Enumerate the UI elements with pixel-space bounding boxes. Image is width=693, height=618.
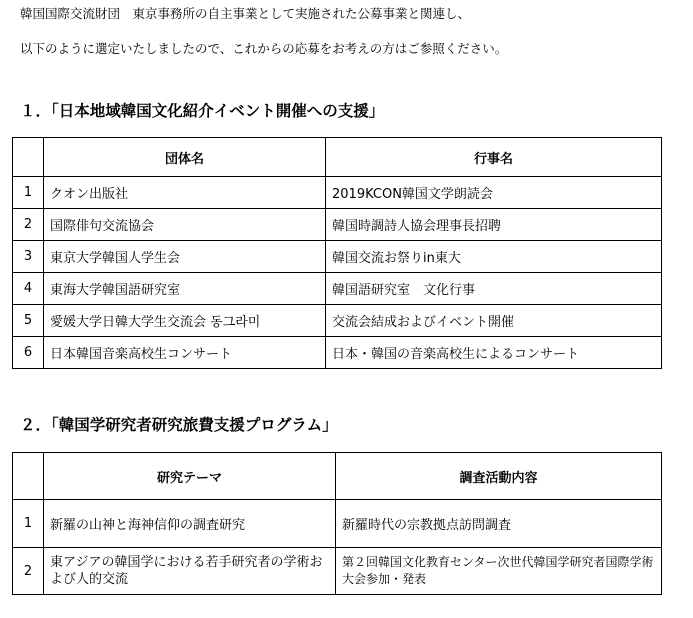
table-row xyxy=(13,209,662,241)
table-row xyxy=(13,500,662,548)
research-theme: 新羅の山神と海神信仰の調査研究 xyxy=(44,500,336,548)
header-no xyxy=(13,453,44,500)
intro-line-1: 韓国国際交流財団 東京事務所の自主事業として実施された公募事業と関連し、 xyxy=(20,6,471,21)
table-header-row xyxy=(13,453,662,500)
support-table-1 xyxy=(12,137,662,369)
table-row xyxy=(13,177,662,209)
event-name: 2019KCON韓国文学朗読会 xyxy=(326,177,662,209)
research-theme: 東アジアの韓国学における若手研究者の学術および人的交流 xyxy=(44,548,336,595)
row-number: 6 xyxy=(13,337,44,369)
research-activity: 新羅時代の宗教拠点訪問調査 xyxy=(336,500,662,548)
research-activity: 第２回韓国文化教育センター次世代韓国学研究者国際学術大会参加・発表 xyxy=(336,548,662,595)
header-theme: 研究テーマ xyxy=(44,453,336,500)
event-name: 韓国時調詩人協会理事長招聘 xyxy=(326,209,662,241)
row-number: 2 xyxy=(13,548,44,595)
table-row xyxy=(13,305,662,337)
row-number: 2 xyxy=(13,209,44,241)
table-header-row xyxy=(13,138,662,177)
section1-heading: １．「日本地域韓国文化紹介イベント開催への支援」 xyxy=(20,102,385,120)
row-number: 4 xyxy=(13,273,44,305)
row-number: 3 xyxy=(13,241,44,273)
section2-heading: ２．「韓国学研究者研究旅費支援プログラム」 xyxy=(20,416,338,434)
table-row xyxy=(13,273,662,305)
org-name: クオン出版社 xyxy=(44,177,326,209)
table-row xyxy=(13,337,662,369)
org-name: 東海大学韓国語研究室 xyxy=(44,273,326,305)
org-name: 日本韓国音楽高校生コンサート xyxy=(44,337,326,369)
org-name: 愛媛大学日韓大学生交流会 동그라미 xyxy=(44,305,326,337)
event-name: 日本・韓国の音楽高校生によるコンサート xyxy=(326,337,662,369)
row-number: 1 xyxy=(13,500,44,548)
support-table-2 xyxy=(12,452,662,595)
org-name: 東京大学韓国人学生会 xyxy=(44,241,326,273)
event-name: 韓国交流お祭りin東大 xyxy=(326,241,662,273)
event-name: 韓国語研究室 文化行事 xyxy=(326,273,662,305)
row-number: 5 xyxy=(13,305,44,337)
header-event: 行事名 xyxy=(326,138,662,177)
header-activity: 調査活動内容 xyxy=(336,453,662,500)
table-row xyxy=(13,548,662,595)
org-name: 国際俳句交流協会 xyxy=(44,209,326,241)
event-name: 交流会結成およびイベント開催 xyxy=(326,305,662,337)
header-no xyxy=(13,138,44,177)
row-number: 1 xyxy=(13,177,44,209)
header-org: 団体名 xyxy=(44,138,326,177)
table-row xyxy=(13,241,662,273)
intro-line-2: 以下のように選定いたしましたので、これからの応募をお考えの方はご参照ください。 xyxy=(20,41,508,56)
